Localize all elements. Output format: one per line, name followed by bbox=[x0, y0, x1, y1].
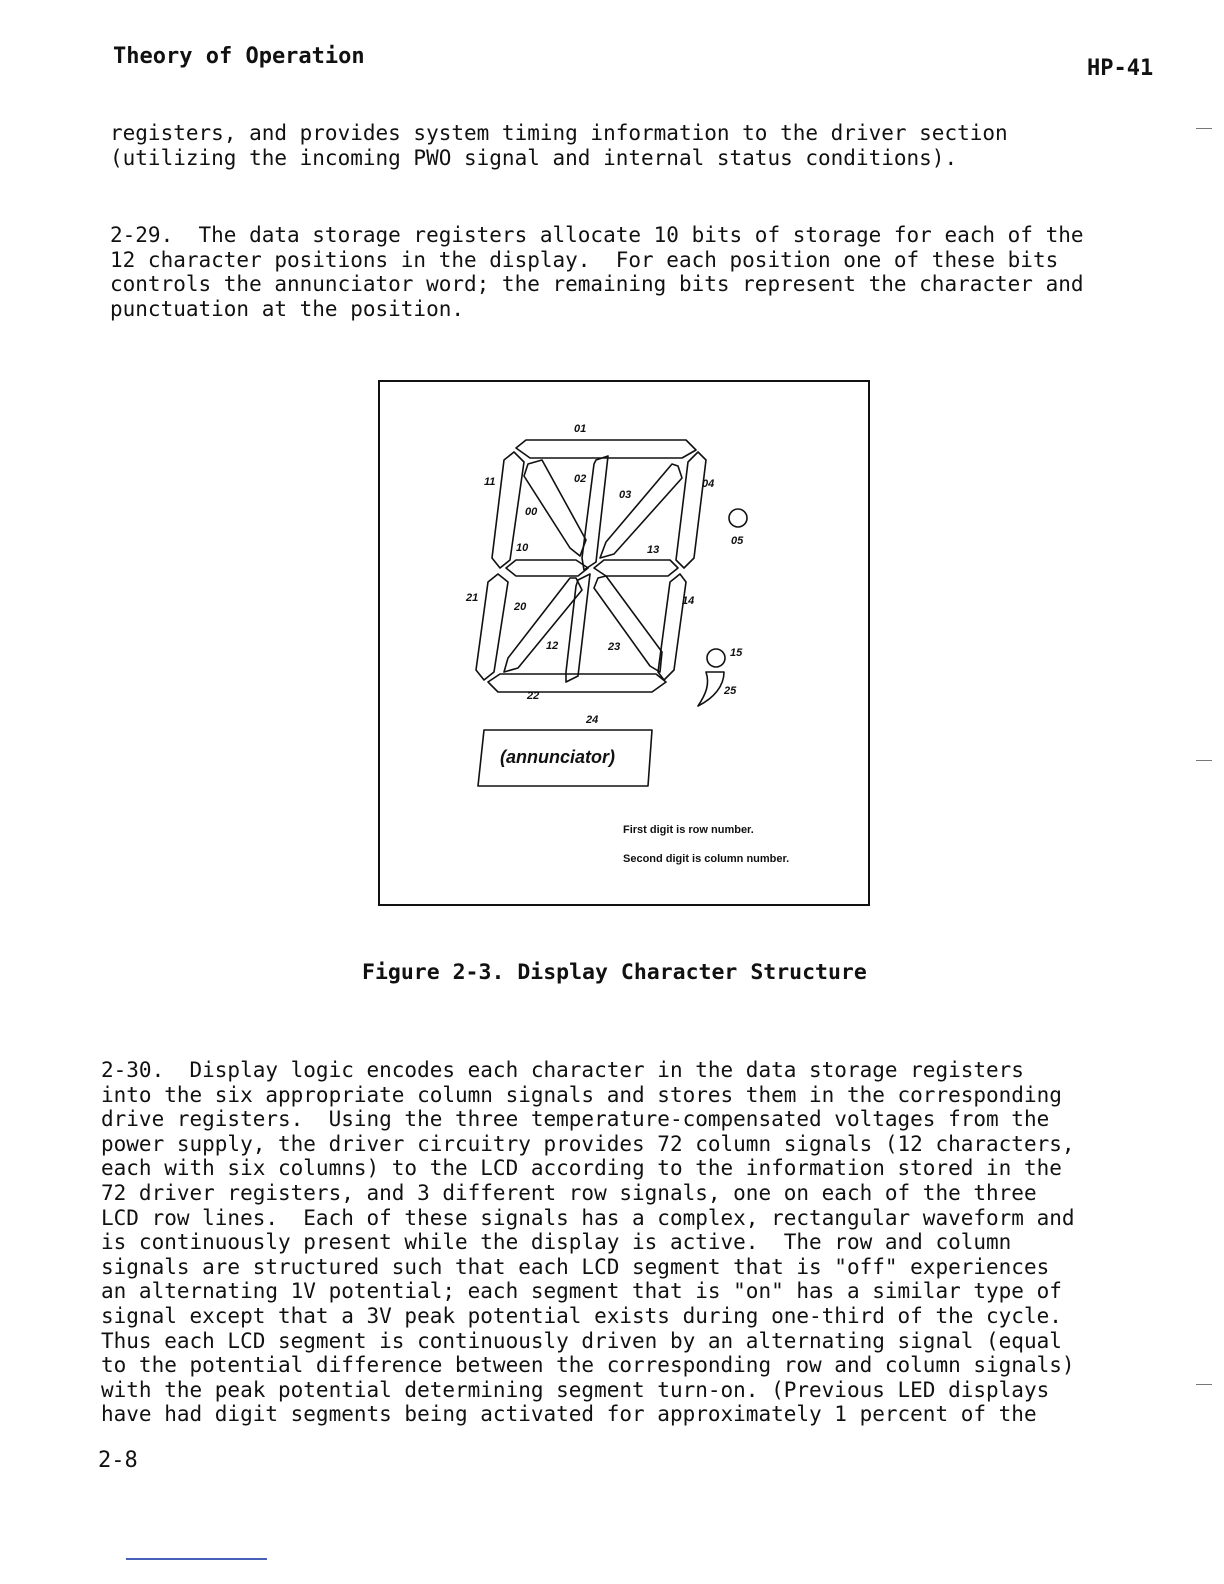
figure-frame bbox=[378, 380, 870, 906]
segment-04 bbox=[676, 452, 706, 568]
segment-03 bbox=[600, 464, 682, 558]
label-05: 05 bbox=[731, 535, 744, 547]
model-label: HP-41 bbox=[1087, 56, 1154, 81]
label-01: 01 bbox=[574, 423, 587, 435]
segment-13 bbox=[594, 560, 678, 576]
segment-05 bbox=[729, 509, 747, 527]
annunciator-label: (annunciator) bbox=[500, 747, 615, 767]
paragraph-registers: registers, and provides system timing information to the driver section (utilizing the incoming PWO signal and internal status conditions). bbox=[110, 121, 1008, 170]
label-02: 02 bbox=[574, 473, 587, 485]
margin-mark bbox=[1196, 128, 1212, 129]
label-13: 13 bbox=[647, 544, 660, 556]
scan-edge-mark bbox=[126, 1558, 267, 1560]
page-number: 2-8 bbox=[98, 1448, 138, 1473]
segment-01 bbox=[516, 440, 696, 458]
segment-23 bbox=[594, 576, 662, 672]
segment-14 bbox=[658, 574, 686, 680]
label-04: 04 bbox=[702, 478, 715, 490]
label-23: 23 bbox=[608, 641, 621, 653]
label-14: 14 bbox=[682, 595, 695, 607]
label-24: 24 bbox=[586, 714, 599, 726]
label-22: 22 bbox=[527, 690, 540, 702]
margin-mark bbox=[1196, 1384, 1212, 1385]
label-12: 12 bbox=[546, 640, 559, 652]
segment-21 bbox=[476, 574, 508, 680]
label-03: 03 bbox=[619, 489, 632, 501]
label-00: 00 bbox=[525, 506, 538, 518]
figure-caption: Figure 2-3. Display Character Structure bbox=[362, 960, 867, 985]
segment-20 bbox=[504, 578, 582, 672]
paragraph-2-29: 2-29. The data storage registers allocate 10 bits of storage for each of the 12 character positions in the display. For each position one of these bits controls the annunciator word; the remaining bits represent the character and punctuation at the position. bbox=[110, 223, 1084, 321]
label-11: 11 bbox=[484, 476, 496, 488]
note-column-number: Second digit is column number. bbox=[623, 853, 790, 865]
label-20: 20 bbox=[514, 601, 527, 613]
segment-12 bbox=[566, 574, 590, 682]
segment-15 bbox=[707, 649, 725, 667]
label-25: 25 bbox=[724, 685, 737, 697]
note-row-number: First digit is row number. bbox=[623, 824, 754, 836]
segment-10 bbox=[506, 560, 588, 576]
margin-mark bbox=[1196, 760, 1212, 761]
paragraph-2-30: 2-30. Display logic encodes each character in the data storage registers into the six appropriate column signals and stores them in the corresponding drive registers. Using the three temperature-compensated voltages from the power supply, the driver circuitry provides 72 column signals (12 characters, each with six columns) to the LCD according to the information stored in the 72 driver registers, and 3 different row signals, one on each of the three LCD row lines. Each of these signals has a complex, rectangular waveform and is continuously present while the display is active. The row and column signals are structured such that each LCD segment that is "off" experiences an alternating 1V potential; each segment that is "on" has a similar type of signal except that a 3V peak potential exists during one-third of the cycle. Thus each LCD segment is continuously driven by an alternating signal (equal to the potential difference between the corresponding row and column signals) with the peak potential determining segment turn-on. (Previous LED displays have had digit segments being activated for approximately 1 percent of the bbox=[101, 1058, 1075, 1427]
label-15: 15 bbox=[730, 647, 743, 659]
section-title: Theory of Operation bbox=[113, 44, 365, 69]
segment-25 bbox=[698, 672, 724, 706]
label-10: 10 bbox=[516, 542, 529, 554]
label-21: 21 bbox=[466, 592, 479, 604]
